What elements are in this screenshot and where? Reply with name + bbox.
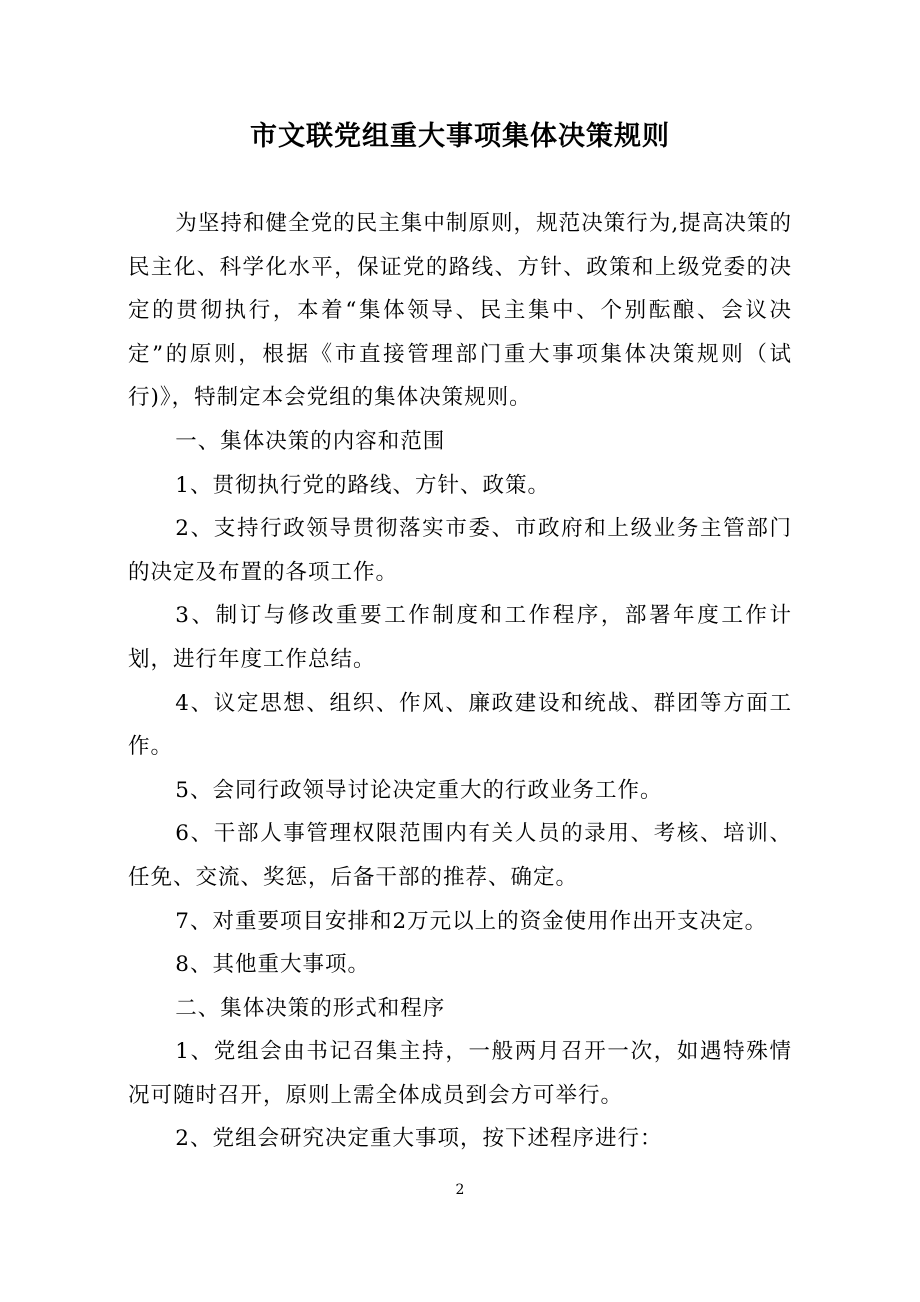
list-item-1-2: 2、支持行政领导贯彻落实市委、市政府和上级业务主管部门的决定及布置的各项工作。 <box>128 516 792 585</box>
page-number: 2 <box>455 1182 465 1198</box>
list-item-1-7: 7、对重要项目安排和2万元以上的资金使用作出开支决定。 <box>175 908 768 934</box>
document-title: 市文联党组重大事项集体决策规则 <box>250 121 670 152</box>
list-item-1-5: 5、会同行政领导讨论决定重大的行政业务工作。 <box>175 777 663 803</box>
list-item-1-3: 3、制订与修改重要工作制度和工作程序，部署年度工作计划，进行年度工作总结。 <box>128 603 792 672</box>
list-item-2-2: 2、党组会研究决定重大事项，按下述程序进行： <box>175 1126 663 1152</box>
list-item-2-1: 1、党组会由书记召集主持，一般两月召开一次，如遇特殊情况可随时召开，原则上需全体成员到会方可举行。 <box>128 1039 792 1108</box>
list-item-1-6: 6、干部人事管理权限范围内有关人员的录用、考核、培训、任免、交流、奖惩，后备干部的推荐、确定。 <box>128 821 792 890</box>
section-heading-1: 一、集体决策的内容和范围 <box>175 428 446 454</box>
document-body <box>128 202 792 1161</box>
list-item-1-8: 8、其他重大事项。 <box>175 952 370 978</box>
list-item-1-1: 1、贯彻执行党的路线、方针、政策。 <box>175 472 550 498</box>
section-heading-2: 二、集体决策的形式和程序 <box>175 995 446 1021</box>
intro-paragraph: 为坚持和健全党的民主集中制原则，规范决策行为,提高决策的民主化、科学化水平，保证党的路线、方针、政策和上级党委的决定的贯彻执行，本着“集体领导、民主集中、个别酝酿、会议决定”的原则，根据《市直接管理部门重大事项集体决策规则（试行)》，特制定本会党组的集体决策规则。 <box>128 211 792 411</box>
list-item-1-4: 4、议定思想、组织、作风、廉政建设和统战、群团等方面工作。 <box>128 690 792 760</box>
